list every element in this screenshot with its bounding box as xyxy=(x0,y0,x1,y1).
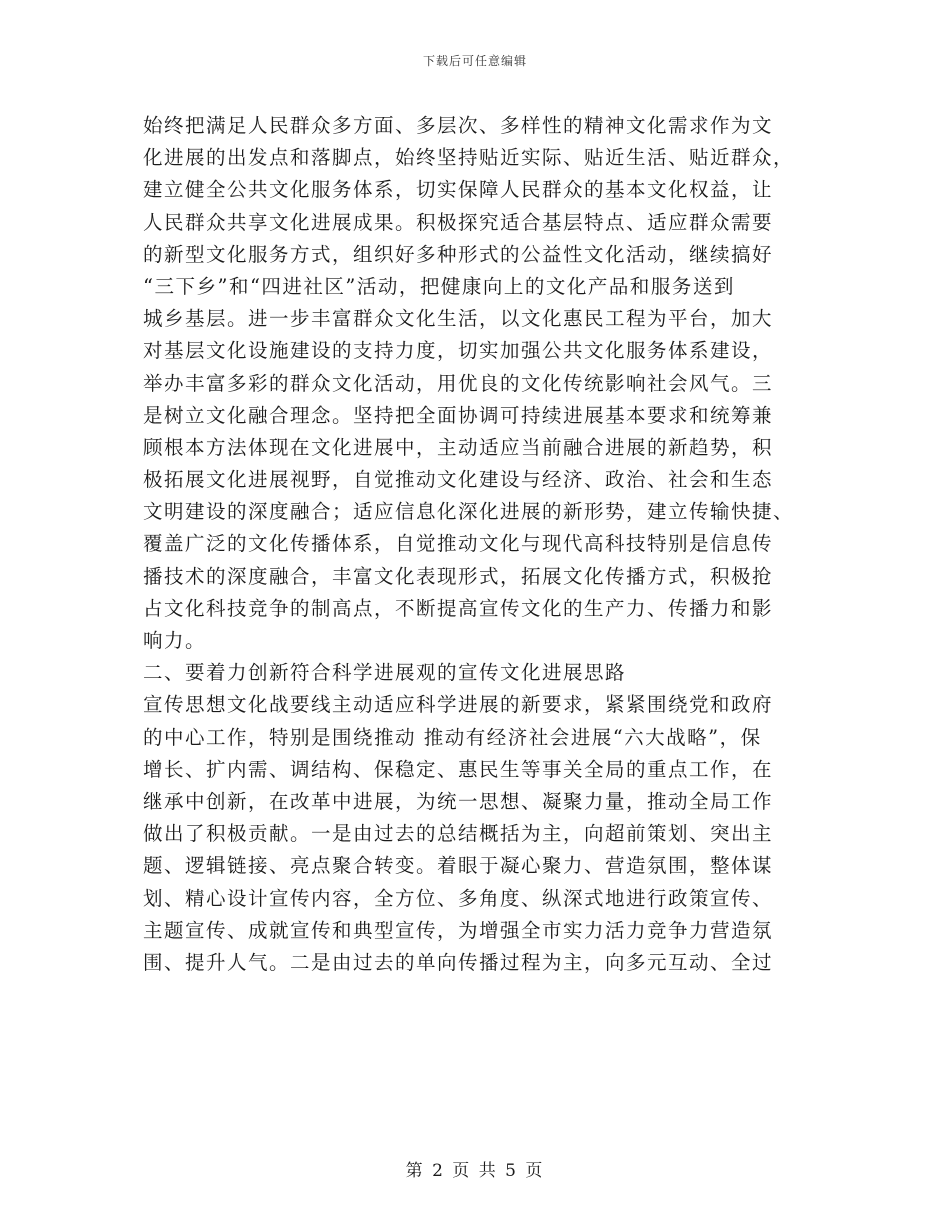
text-line: 题、逻辑链接、亮点聚合转变。着眼于凝心聚力、营造氛围，整体谋 xyxy=(143,854,774,878)
body-text xyxy=(143,110,823,979)
text-line: 建立健全公共文化服务体系，切实保障人民群众的基本文化权益，让 xyxy=(143,178,774,202)
text-line: 对基层文化设施建设的支持力度，切实加强公共文化服务体系建设， xyxy=(143,339,774,363)
text-line: 占文化科技竞争的制高点，不断提高宣传文化的生产力、传播力和影 xyxy=(143,596,774,620)
text-line: 划、精心设计宣传内容，全方位、多角度、纵深式地进行政策宣传、 xyxy=(143,886,774,910)
text-line: 的中心工作，特别是围绕推动 推动有经济社会进展“六大战略”，保 xyxy=(143,725,762,749)
text-line: 围、提升人气。二是由过去的单向传播过程为主，向多元互动、全过 xyxy=(143,950,774,974)
text-line: 宣传思想文化战要线主动适应科学进展的新要求，紧紧围绕党和政府 xyxy=(143,693,774,717)
text-line: 城乡基层。进一步丰富群众文化生活，以文化惠民工程为平台，加大 xyxy=(143,307,774,331)
text-line: 主题宣传、成就宣传和典型宣传，为增强全市实力活力竞争力营造氛 xyxy=(143,918,774,942)
page-number: 第 2 页 共 5 页 xyxy=(405,1161,545,1181)
text-line: 覆盖广泛的文化传播体系，自觉推动文化与现代高科技特别是信息传 xyxy=(143,532,774,556)
text-line: 是树立文化融合理念。坚持把全面协调可持续进展基本要求和统筹兼 xyxy=(143,403,774,427)
page-header: 下载后可任意编辑 xyxy=(422,54,527,68)
text-line: 播技术的深度融合，丰富文化表现形式，拓展文化传播方式，积极抢 xyxy=(143,564,774,588)
text-line: 的新型文化服务方式，组织好多种形式的公益性文化活动，继续搞好 xyxy=(143,242,774,266)
text-line: “三下乡”和“四进社区”活动，把健康向上的文化产品和服务送到 xyxy=(143,274,735,298)
text-line: 增长、扩内需、调结构、保稳定、惠民生等事关全局的重点工作，在 xyxy=(143,757,774,781)
text-line: 顾根本方法体现在文化进展中，主动适应当前融合进展的新趋势，积 xyxy=(143,435,774,459)
text-line: 举办丰富多彩的群众文化活动，用优良的文化传统影响社会风气。三 xyxy=(143,371,774,395)
text-line: 继承中创新，在改革中进展，为统一思想、凝聚力量，推动全局工作 xyxy=(143,789,774,813)
text-line: 人民群众共享文化进展成果。积极探究适合基层特点、适应群众需要 xyxy=(143,210,774,234)
text-line: 文明建设的深度融合；适应信息化深化进展的新形势，建立传输快捷、 xyxy=(143,500,795,524)
text-line: 化进展的出发点和落脚点，始终坚持贴近实际、贴近生活、贴近群众， xyxy=(143,146,795,170)
text-line: 极拓展文化进展视野，自觉推动文化建设与经济、政治、社会和生态 xyxy=(143,468,774,492)
text-line: 始终把满足人民群众多方面、多层次、多样性的精神文化需求作为文 xyxy=(143,114,774,137)
text-line: 响力。 xyxy=(143,629,207,652)
section-heading: 二、要着力创新符合科学进展观的宣传文化进展思路 xyxy=(143,661,627,685)
text-line: 做出了积极贡献。一是由过去的总结概括为主，向超前策划、突出主 xyxy=(143,822,774,846)
